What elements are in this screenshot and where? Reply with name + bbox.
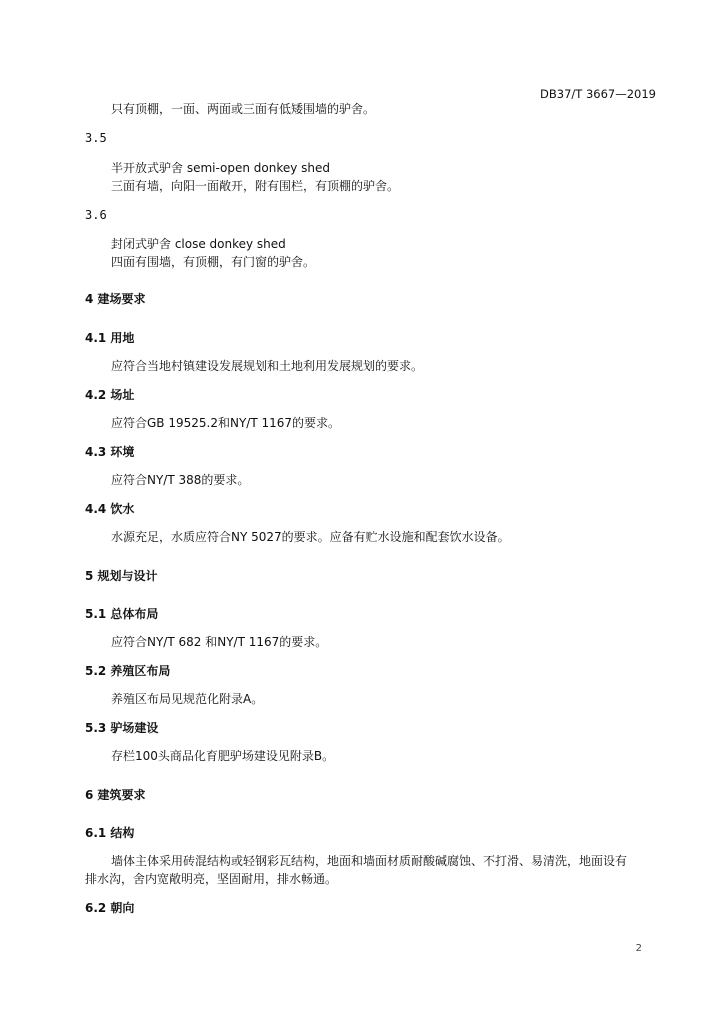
document-code-header: DB37/T 3667—2019 [540, 87, 656, 101]
term-close-donkey-shed: 封闭式驴舍 close donkey shed [111, 237, 286, 251]
paragraph-3-5-definition: 三面有墙，向阳一面敞开，附有围栏，有顶棚的驴舍。 [111, 179, 400, 193]
paragraph-3-4-definition: 只有顶棚，一面、两面或三面有低矮围墙的驴舍。 [111, 102, 376, 116]
paragraph-6-1-line-2: 排水沟，舍内宽敞明亮，坚固耐用，排水畅通。 [85, 872, 338, 886]
paragraph-6-1-line-1: 墙体主体采用砖混结构或轻钢彩瓦结构，地面和墙面材质耐酸碱腐蚀、不打滑、易清洗，地面设有 [111, 854, 628, 868]
subsection-heading-6-1: 6.1 结构 [85, 826, 135, 840]
page-number: 2 [635, 943, 642, 954]
section-heading-6: 6 建筑要求 [85, 788, 146, 802]
section-heading-4: 4 建场要求 [85, 292, 146, 306]
paragraph-4-1: 应符合当地村镇建设发展规划和土地利用发展规划的要求。 [111, 359, 424, 373]
subsection-heading-4-2: 4.2 场址 [85, 388, 135, 402]
paragraph-4-3: 应符合NY/T 388的要求。 [111, 473, 250, 487]
paragraph-5-3: 存栏100头商品化育肥驴场建设见附录B。 [111, 749, 335, 763]
subsection-heading-5-3: 5.3 驴场建设 [85, 721, 159, 735]
subsection-heading-4-1: 4.1 用地 [85, 331, 135, 345]
subsection-heading-5-1: 5.1 总体布局 [85, 607, 159, 621]
subsection-heading-6-2: 6.2 朝向 [85, 901, 135, 915]
paragraph-4-4: 水源充足，水质应符合NY 5027的要求。应备有贮水设施和配套饮水设备。 [111, 530, 510, 544]
subsection-heading-5-2: 5.2 养殖区布局 [85, 664, 171, 678]
section-heading-5: 5 规划与设计 [85, 569, 158, 583]
term-semi-open-donkey-shed: 半开放式驴舍 semi-open donkey shed [111, 161, 331, 175]
clause-number-3-6: 3.6 [85, 208, 107, 222]
clause-number-3-5: 3.5 [85, 131, 107, 145]
paragraph-5-2: 养殖区布局见规范化附录A。 [111, 692, 264, 706]
subsection-heading-4-4: 4.4 饮水 [85, 502, 135, 516]
paragraph-3-6-definition: 四面有围墙，有顶棚，有门窗的驴舍。 [111, 255, 316, 269]
subsection-heading-4-3: 4.3 环境 [85, 445, 135, 459]
paragraph-4-2: 应符合GB 19525.2和NY/T 1167的要求。 [111, 416, 341, 430]
paragraph-5-1: 应符合NY/T 682 和NY/T 1167的要求。 [111, 635, 328, 649]
